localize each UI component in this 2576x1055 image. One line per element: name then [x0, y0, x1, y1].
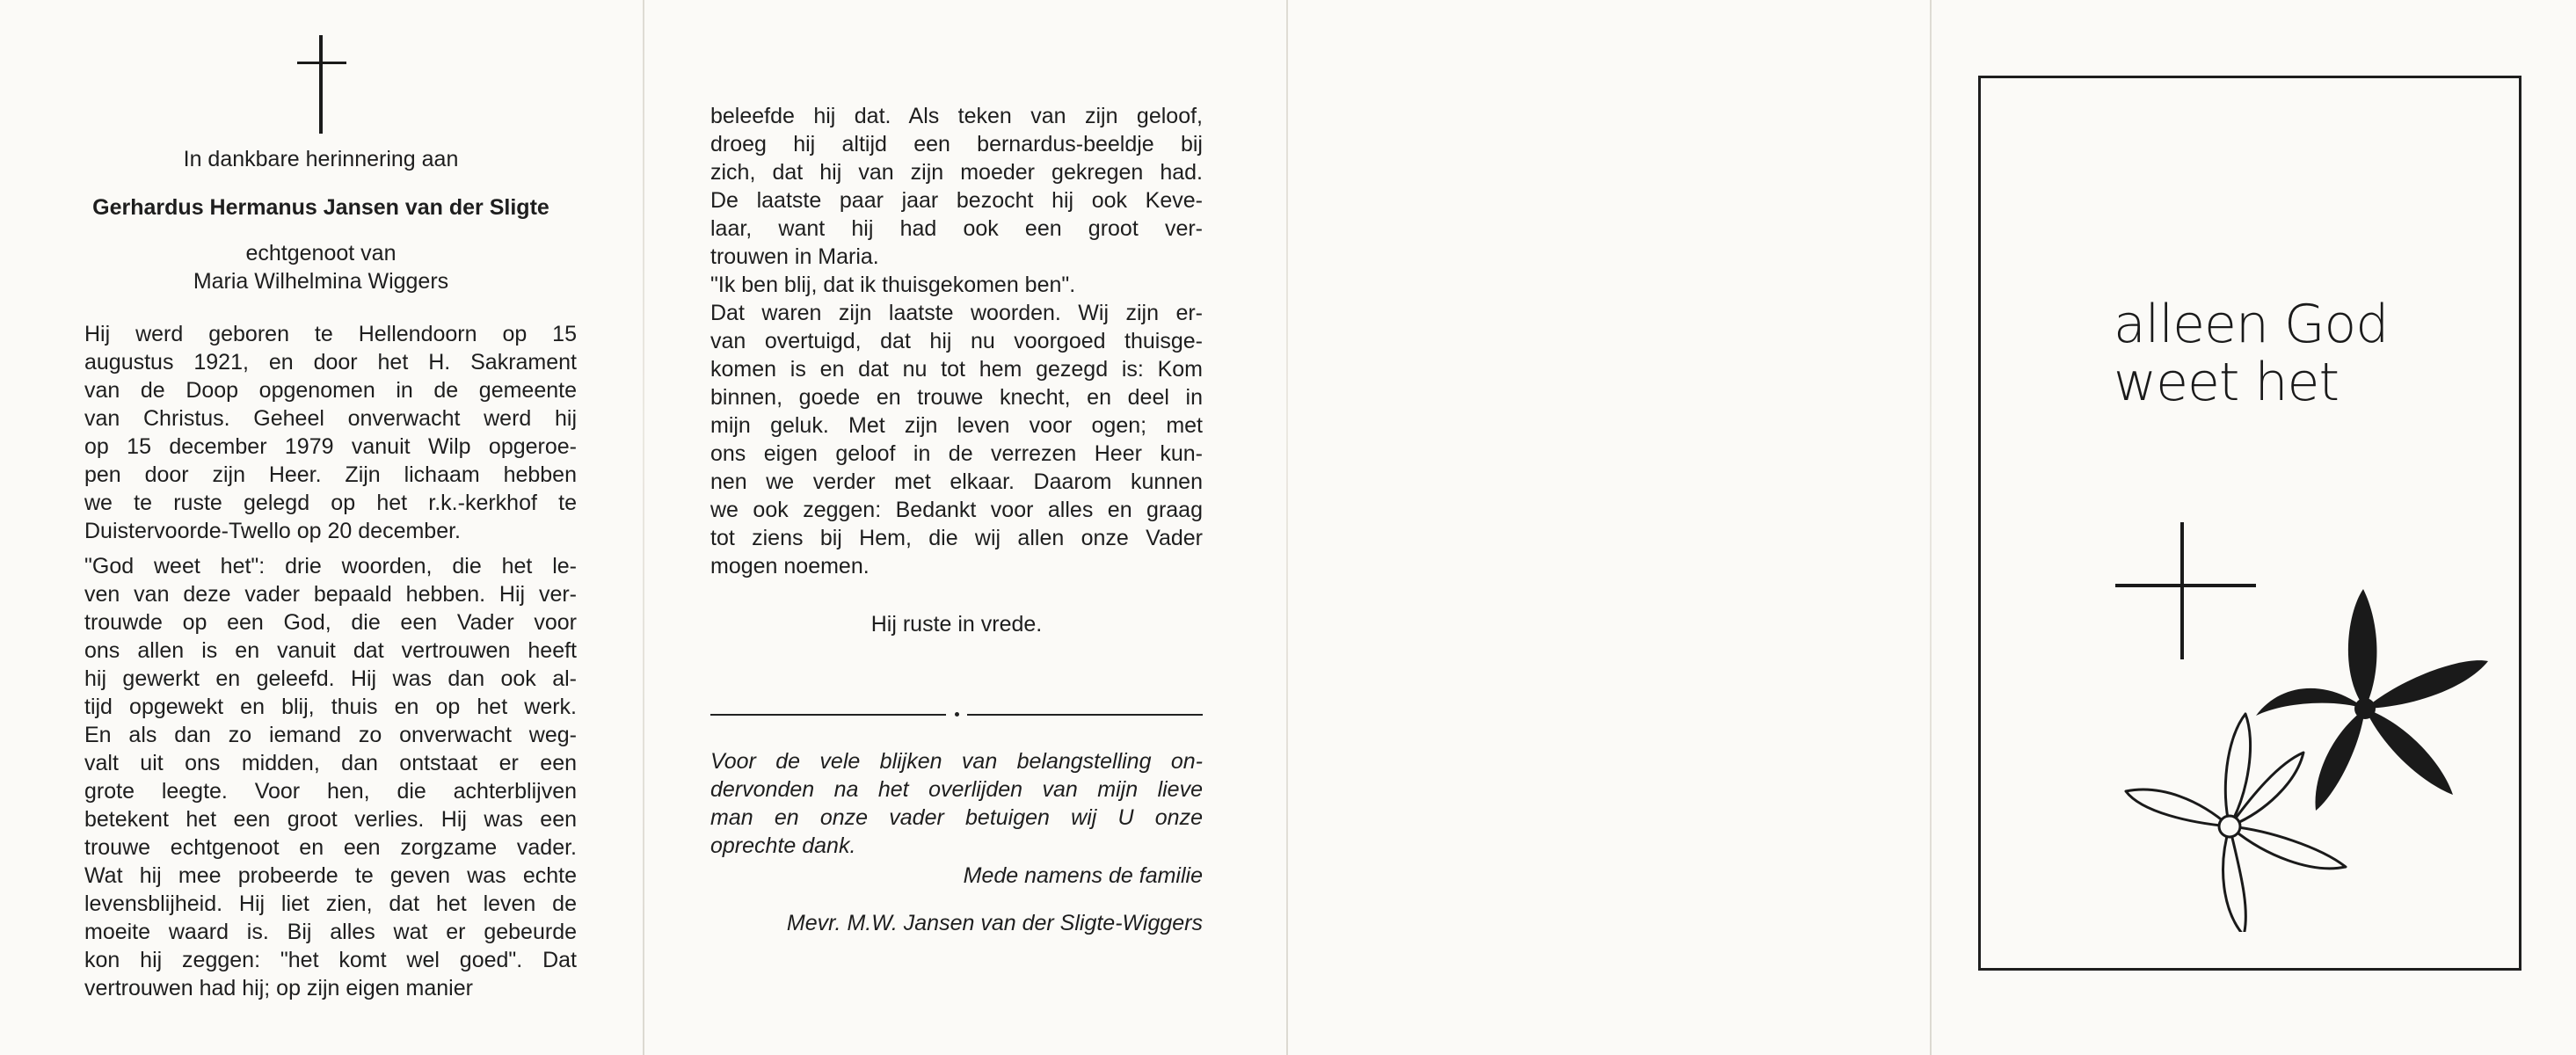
text-line: komen is en dat nu tot hem gezegd is: Kom	[710, 357, 1203, 382]
text-line: Voor de vele blijken van belangstelling on-	[710, 749, 1203, 774]
text-line: tot ziens bij Hem, die wij allen onze Vader	[710, 526, 1203, 550]
text-line: augustus 1921, en door het H. Sakrament	[84, 350, 577, 375]
text-line: pen door zijn Heer. Zijn lichaam hebben	[84, 462, 577, 487]
text-line: mijn geluk. Met zijn leven voor ogen; met	[710, 413, 1203, 438]
text-line: grote leegte. Voor hen, die achterblijven	[84, 779, 577, 804]
text-line: van de Doop opgenomen in de gemeente	[84, 378, 577, 403]
text-line: betekent het een groot verlies. Hij was een	[84, 807, 577, 832]
family-line: Mede namens de familie	[963, 863, 1203, 888]
text-line: mogen noemen.	[710, 554, 870, 578]
text-line: "Ik ben blij, dat ik thuisgekomen ben".	[710, 273, 1076, 297]
text-line: valt uit ons midden, dan ontstaat er een	[84, 751, 577, 775]
fold-line	[1286, 0, 1288, 1055]
cross-icon	[297, 35, 346, 141]
text-line: ons allen is en vanuit dat vertrouwen heeft	[84, 638, 577, 663]
text-line: van Christus. Geheel onverwacht werd hij	[84, 406, 577, 431]
rest-in-peace: Hij ruste in vrede.	[870, 612, 1043, 637]
text-line: man en onze vader betuigen wij U onze	[710, 805, 1203, 830]
text-line: Hij werd geboren te Hellendoorn op 15	[84, 322, 577, 346]
text-line: dervonden na het overlijden van mijn lieve	[710, 777, 1203, 802]
text-line: tijd opgewekt en blij, thuis en op het werk.	[84, 695, 577, 719]
deceased-name: Gerhardus Hermanus Jansen van der Sligte	[92, 195, 549, 220]
fold-line	[643, 0, 644, 1055]
text-line: levensblijheid. Hij liet zien, dat het leven de	[84, 891, 577, 916]
intro-text: In dankbare herinnering aan	[183, 147, 459, 171]
text-line: beleefde hij dat. Als teken van zijn geloof,	[710, 104, 1203, 128]
text-line: op 15 december 1979 vanuit Wilp opgeroe-	[84, 434, 577, 459]
cross-icon	[2115, 522, 2256, 659]
spouse-name: Maria Wilhelmina Wiggers	[193, 269, 449, 294]
text-line: zich, dat hij van zijn moeder gekregen had.	[710, 160, 1203, 185]
white-flower-icon	[2126, 714, 2346, 932]
thanks-text	[710, 747, 1203, 860]
text-line: Duistervoorde-Twello op 20 december.	[84, 519, 462, 543]
text-line: kon hij zeggen: "het komt wel goed". Dat	[84, 948, 577, 972]
text-line: we te ruste gelegd op het r.k.-kerkhof te	[84, 491, 577, 515]
text-line: laar, want hij had ook een groot ver-	[710, 216, 1203, 241]
text-line: Dat waren zijn laatste woorden. Wij zijn er-	[710, 301, 1203, 325]
text-line: En als dan zo iemand zo onverwacht weg-	[84, 723, 577, 747]
motto-line: weet het	[2114, 352, 2339, 413]
text-line: nen we verder met elkaar. Daarom kunnen	[710, 469, 1203, 494]
text-line: we ook zeggen: Bedankt voor alles en graag	[710, 498, 1203, 522]
text-line: "God weet het": drie woorden, die het le-	[84, 554, 577, 578]
text-line: hij gewerkt en geleefd. Hij was dan ook al-	[84, 666, 577, 691]
text-line: oprechte dank.	[710, 833, 856, 858]
text-line: Wat hij mee probeerde te geven was echte	[84, 863, 577, 888]
text-line: ons eigen geloof in de verrezen Heer kun-	[710, 441, 1203, 466]
motto-line: alleen God	[2114, 294, 2389, 355]
middle-body-text	[710, 102, 1203, 580]
signer-name: Mevr. M.W. Jansen van der Sligte-Wiggers	[786, 911, 1203, 935]
text-line: trouwe echtgenoot en een zorgzame vader.	[84, 835, 577, 860]
text-line: vertrouwen had hij; op zijn eigen manier	[84, 976, 473, 1000]
cross-and-flowers-illustration	[2110, 510, 2497, 932]
divider	[710, 710, 1203, 719]
left-body-text	[84, 320, 577, 1002]
text-line: moeite waard is. Bij alles wat er gebeurde	[84, 920, 577, 944]
text-line: De laatste paar jaar bezocht hij ook Keve-	[710, 188, 1203, 213]
text-line: trouwen in Maria.	[710, 244, 879, 269]
spouse-block	[53, 239, 589, 295]
spouse-line: echtgenoot van	[245, 241, 397, 266]
fold-line	[1930, 0, 1932, 1055]
text-line: droeg hij altijd een bernardus-beeldje bij	[710, 132, 1203, 156]
text-line: ven van deze vader bepaald hebben. Hij ver-	[84, 582, 577, 607]
text-line: trouwde op een God, die een Vader voor	[84, 610, 577, 635]
text-line: van overtuigd, dat hij nu voorgoed thuisge-	[710, 329, 1203, 353]
cover-motto	[2114, 295, 2483, 411]
text-line: binnen, goede en trouwe knecht, en deel in	[710, 385, 1203, 410]
